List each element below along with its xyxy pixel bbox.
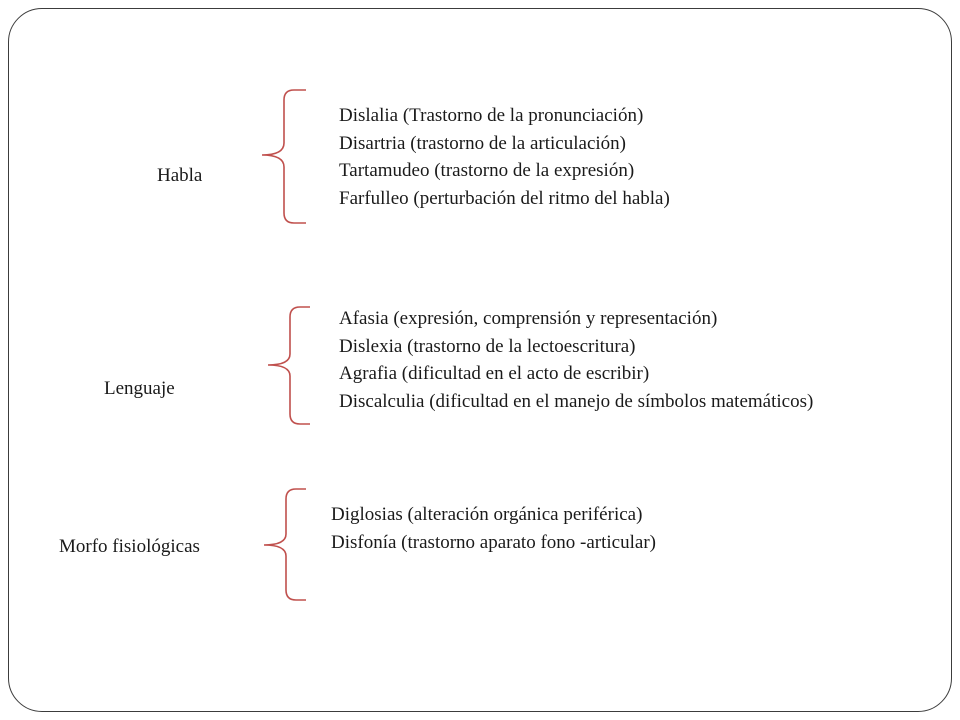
list-item: Diglosias (alteración orgánica periférica) [331, 504, 643, 525]
list-item: Disfonía (trastorno aparato fono -articular) [331, 531, 656, 553]
brace-lenguaje [268, 307, 310, 424]
group-label-lenguaje: Lenguaje [104, 378, 175, 399]
group-label-habla: Habla [157, 165, 203, 186]
brace-habla [262, 90, 306, 223]
item-list-morfo [331, 501, 656, 556]
list-item: Dislalia (Trastorno de la pronunciación) [339, 105, 644, 126]
list-item: Dislexia (trastorno de la lectoescritura) [339, 335, 636, 357]
item-list-lenguaje [339, 305, 813, 415]
list-item: Afasia (expresión, comprensión y representación) [339, 308, 718, 329]
list-item: Tartamudeo (trastorno de la expresión) [339, 160, 635, 181]
item-list-habla [339, 102, 670, 212]
group-label-morfo: Morfo fisiológicas [59, 536, 200, 557]
list-item: Disartria (trastorno de la articulación) [339, 132, 626, 154]
brace-morfo [264, 489, 306, 600]
list-item: Agrafia (dificultad en el acto de escribir) [339, 363, 650, 384]
list-item: Farfulleo (perturbación del ritmo del habla) [339, 187, 670, 209]
list-item: Discalculia (dificultad en el manejo de símbolos matemáticos) [339, 390, 814, 412]
